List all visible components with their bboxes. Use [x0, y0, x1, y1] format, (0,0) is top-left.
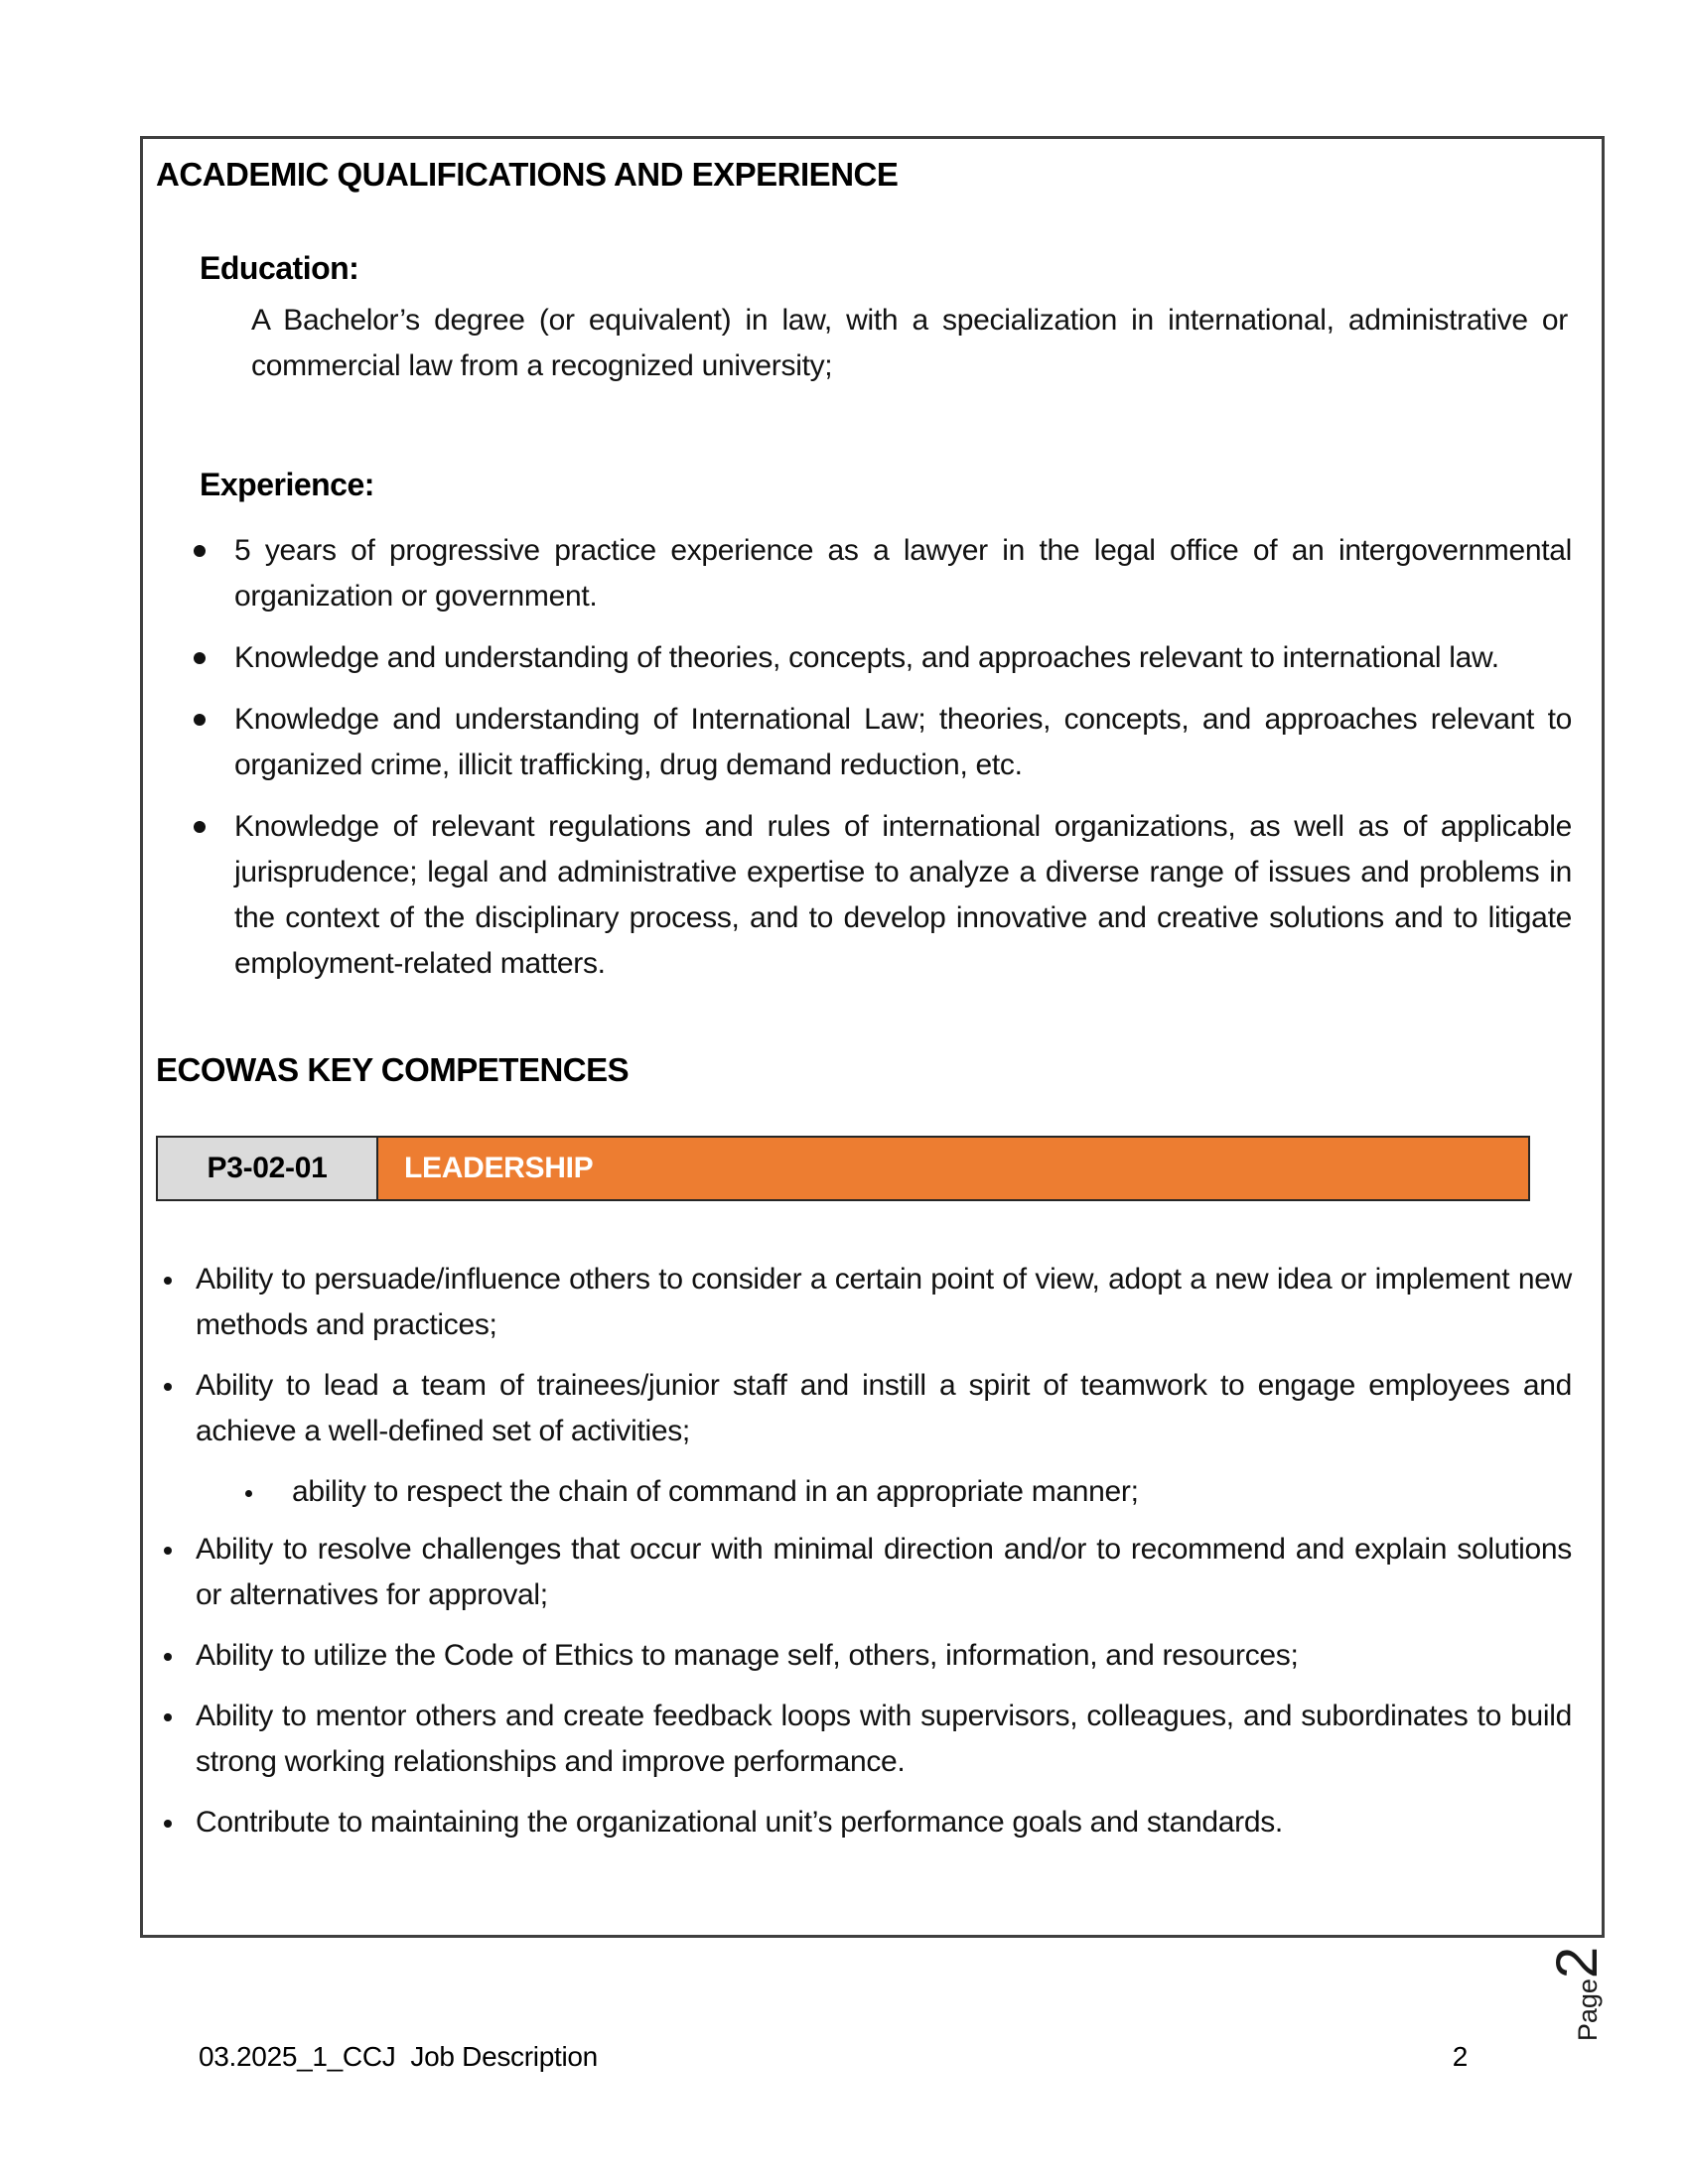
footer-document-id: 03.2025_1_CCJ Job Description	[199, 2041, 598, 2072]
vertical-page-label	[1545, 1936, 1611, 2051]
vertical-page-label-prefix: Page	[1573, 1978, 1604, 2041]
vertical-page-label-number: 2	[1545, 1946, 1611, 1979]
education-label: Education:	[200, 250, 359, 286]
competency-code-cell	[158, 1138, 378, 1199]
page-footer	[199, 2041, 1468, 2073]
footer-page-number: 2	[1452, 2041, 1468, 2072]
competency-name: LEADERSHIP	[404, 1152, 594, 1184]
leadership-bullet-list	[156, 1257, 1572, 1845]
leadership-bullet: Contribute to maintaining the organizational unit’s performance goals and standards.	[156, 1800, 1572, 1845]
experience-label: Experience:	[200, 467, 374, 502]
experience-bullet: Knowledge of relevant regulations and rules of international organizations, as well as of applicable jurisprudence; legal and administrative expertise to analyze a diverse range of issues and problems in the context of the disciplinary process, and to develop innovative and creative solutions and to litigate employment-related matters.	[156, 804, 1572, 987]
vertical-page-label-text	[1545, 1946, 1612, 2040]
section-title-competences: ECOWAS KEY COMPETENCES	[156, 1051, 630, 1088]
leadership-bullet: Ability to mentor others and create feedback loops with supervisors, colleagues, and subordinates to build strong working relationships and improve performance.	[156, 1694, 1572, 1785]
experience-bullet: 5 years of progressive practice experience as a lawyer in the legal office of an intergovernmental organization or government.	[156, 528, 1572, 619]
content-box	[140, 136, 1605, 1938]
competency-code: P3-02-01	[207, 1152, 328, 1184]
leadership-bullet: Ability to lead a team of trainees/junior staff and instill a spirit of teamwork to engage employees and achieve a well-defined set of activities;	[156, 1363, 1572, 1454]
competency-name-cell	[378, 1138, 1528, 1199]
experience-bullet: Knowledge and understanding of International Law; theories, concepts, and approaches relevant to organized crime, illicit trafficking, drug demand reduction, etc.	[156, 697, 1572, 788]
leadership-bullet: Ability to utilize the Code of Ethics to manage self, others, information, and resources;	[156, 1633, 1572, 1679]
leadership-bullet: Ability to resolve challenges that occur with minimal direction and/or to recommend and explain solutions or alternatives for approval;	[156, 1527, 1572, 1618]
education-text: A Bachelor’s degree (or equivalent) in law, with a specialization in international, administrative or commercial law from a recognized university;	[251, 304, 1568, 382]
experience-bullet: Knowledge and understanding of theories, concepts, and approaches relevant to international law.	[156, 635, 1572, 681]
competency-table	[156, 1136, 1530, 1201]
section-title-qualifications: ACADEMIC QUALIFICATIONS AND EXPERIENCE	[156, 156, 899, 193]
leadership-sub-bullet: ability to respect the chain of command in an appropriate manner;	[156, 1469, 1572, 1515]
leadership-bullet: Ability to persuade/influence others to consider a certain point of view, adopt a new idea or implement new methods and practices;	[156, 1257, 1572, 1348]
experience-bullet-list	[156, 528, 1572, 987]
